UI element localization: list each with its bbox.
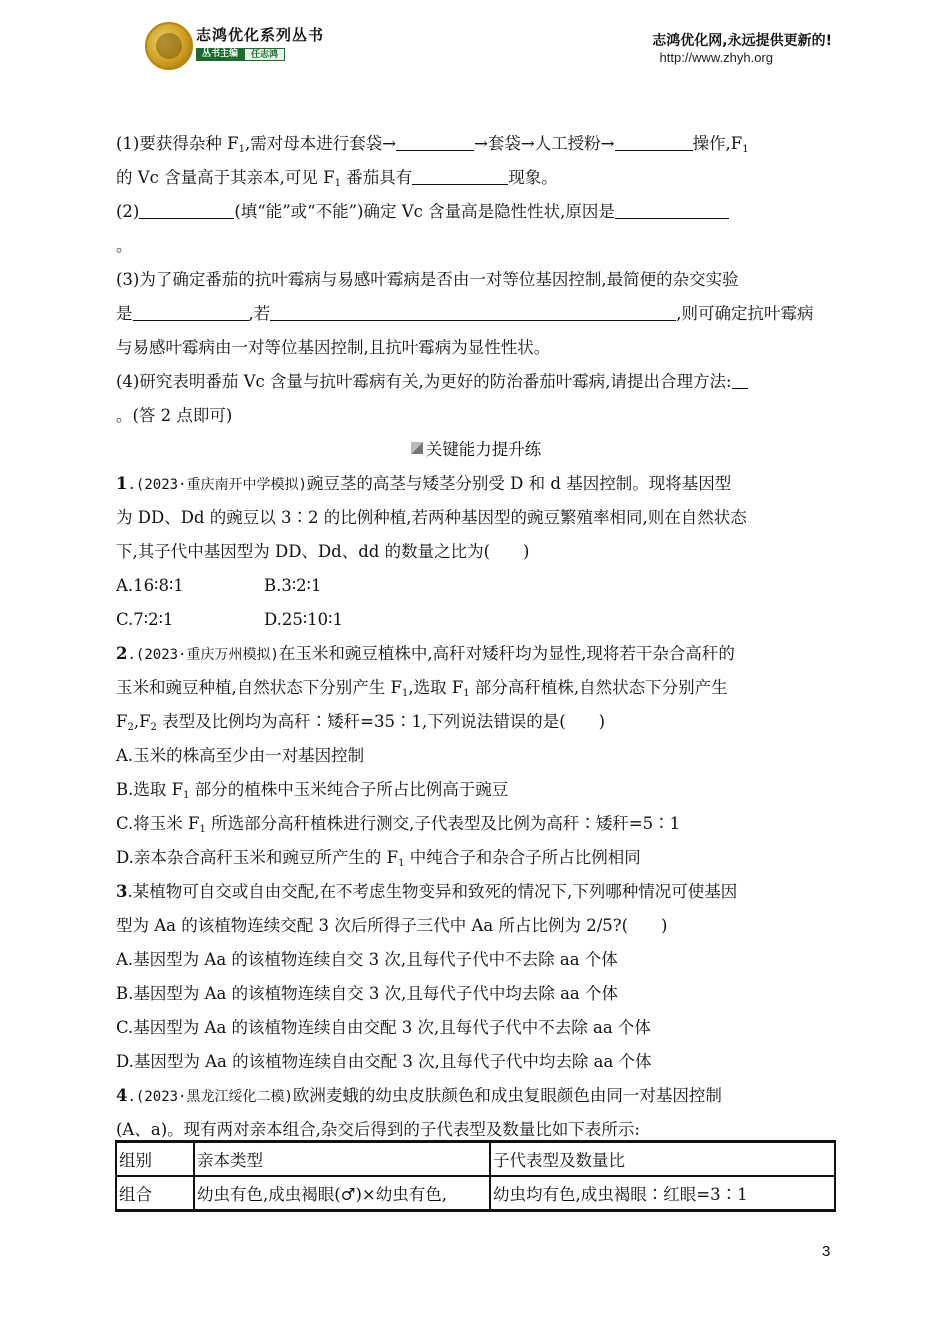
q4-line1: 4.(2023·黑龙江绥化二模)欧洲麦蛾的幼虫皮肤颜色和成虫复眼颜色由同一对基因控制	[116, 1086, 722, 1105]
answer-blank[interactable]	[270, 302, 676, 321]
q-prev-part3-line2: 是 ,若 ,则可确定抗叶霉病	[116, 304, 814, 323]
answer-blank[interactable]	[615, 200, 729, 219]
option-a[interactable]: A.基因型为 Aa 的该植物连续自交 3 次,且每代子代中不去除 aa 个体	[116, 950, 618, 969]
q3-line1: 3.某植物可自交或自由交配,在不考虑生物变异和致死的情况下,下列哪种情况可使基因	[116, 882, 738, 901]
question-number: 3	[116, 882, 128, 901]
answer-blank[interactable]	[412, 166, 508, 185]
q-prev-part4-line2: 。(答 2 点即可)	[116, 406, 233, 425]
header-url[interactable]: http://www.zhyh.org	[659, 50, 773, 65]
option-b[interactable]: B.选取 $F_1$ 部分的植株中玉米纯合子所占比例高于豌豆	[116, 780, 509, 801]
table-header-row	[116, 1142, 835, 1177]
page-number: 3	[822, 1243, 831, 1260]
question-number: 2	[116, 644, 128, 663]
page-header	[0, 0, 950, 80]
q1-options-ab	[116, 569, 836, 603]
option-b[interactable]: B.3∶2∶1	[264, 576, 322, 595]
header-slogan: 志鸿优化网,永远提供更新的!	[652, 33, 832, 49]
table-header-cell: 组别	[116, 1142, 194, 1177]
option-b[interactable]: B.基因型为 Aa 的该植物连续自交 3 次,且每代子代中均去除 aa 个体	[116, 984, 619, 1003]
q-prev-part1-line1: (1)要获得杂种 $F_1$,需对母本进行套袋→ →套袋→人工授粉→ 操作$,F_1$	[116, 134, 749, 155]
page-content	[116, 127, 836, 1147]
section-title: 关键能力提升练	[116, 433, 836, 467]
q-prev-part3-line1: (3)为了确定番茄的抗叶霉病与易感叶霉病是否由一对等位基因控制,最简便的杂交实验	[116, 270, 739, 289]
option-a[interactable]: A.玉米的株高至少由一对基因控制	[116, 746, 365, 765]
q3-line2: 型为 Aa 的该植物连续交配 3 次后所得子三代中 Aa 所占比例为 2/5?( )	[116, 916, 668, 935]
option-d[interactable]: D.25∶10∶1	[264, 610, 343, 629]
q2-line3: $F_2,F_2$ 表型及比例均为高秆∶矮秆=35∶1,下列说法错误的是( )	[116, 712, 606, 733]
publisher-logo-icon	[145, 22, 193, 70]
section-marker-icon	[411, 442, 423, 454]
option-d[interactable]: D.基因型为 Aa 的该植物连续自由交配 3 次,且每代子代中均去除 aa 个体	[116, 1052, 652, 1071]
q2-line2: 玉米和豌豆种植,自然状态下分别产生 $F_1$,选取 $F_1$ 部分高秆植株,自然状态下分别产生	[116, 678, 728, 699]
q1-options-cd	[116, 603, 836, 637]
table-header-cell: 亲本类型	[194, 1142, 490, 1177]
answer-blank[interactable]	[615, 132, 693, 151]
answer-blank[interactable]	[133, 302, 249, 321]
answer-blank[interactable]	[396, 132, 474, 151]
q1-line2: 为 DD、Dd 的豌豆以 3∶2 的比例种植,若两种基因型的豌豆繁殖率相同,则在自然状态	[116, 508, 747, 527]
q1-line3: 下,其子代中基因型为 DD、Dd、dd 的数量之比为( )	[116, 542, 530, 561]
table-cell: 幼虫有色,成虫褐眼(♂)×幼虫有色,	[194, 1176, 490, 1211]
q-prev-part1-line2: 的 Vc 含量高于其亲本,可见 $F_1$ 番茄具有 现象。	[116, 168, 558, 189]
q2-line1: 2.(2023·重庆万州模拟)在玉米和豌豆植株中,高秆对矮秆均为显性,现将若干杂合高秆的	[116, 644, 735, 663]
q-prev-part4-line1: (4)研究表明番茄 Vc 含量与抗叶霉病有关,为更好的防治番茄叶霉病,请提出合理方法:	[116, 365, 836, 399]
q1-line1: 1.(2023·重庆南开中学模拟)豌豆茎的高茎与矮茎分别受 D 和 d 基因控制。现将基因型	[116, 474, 732, 493]
option-c[interactable]: C.将玉米 $F_1$ 所选部分高秆植株进行测交,子代表型及比例为高秆∶矮秆=5∶1	[116, 814, 681, 835]
question-number: 4	[116, 1086, 128, 1105]
q-prev-part2-line2: 。	[116, 236, 133, 255]
editor-badge	[196, 48, 285, 61]
table-cell: 幼虫均有色,成虫褐眼∶红眼=3∶1	[490, 1176, 835, 1211]
option-a[interactable]: A.16∶8∶1	[116, 576, 184, 595]
answer-blank[interactable]	[139, 200, 234, 219]
question-number: 1	[116, 474, 128, 493]
q-prev-part3-line3: 与易感叶霉病由一对等位基因控制,且抗叶霉病为显性性状。	[116, 338, 551, 357]
cross-results-table	[115, 1140, 836, 1212]
editor-name: 任志鸿	[244, 48, 285, 61]
table-cell: 组合	[116, 1176, 194, 1211]
answer-blank[interactable]	[732, 370, 748, 389]
option-d[interactable]: D.亲本杂合高秆玉米和豌豆所产生的 $F_1$ 中纯合子和杂合子所占比例相同	[116, 848, 641, 869]
table-row	[116, 1176, 835, 1211]
q4-line2: (A、a)。现有两对亲本组合,杂交后得到的子代表型及数量比如下表所示:	[116, 1120, 640, 1139]
q-prev-part2-line1: (2) (填“能”或“不能”)确定 Vc 含量高是隐性性状,原因是	[116, 195, 836, 229]
editor-label: 丛书主编	[196, 48, 244, 61]
series-title: 志鸿优化系列丛书	[196, 26, 325, 44]
table-header-cell: 子代表型及数量比	[490, 1142, 835, 1177]
option-c[interactable]: C.7∶2∶1	[116, 610, 174, 629]
option-c[interactable]: C.基因型为 Aa 的该植物连续自由交配 3 次,且每代子代中不去除 aa 个体	[116, 1018, 651, 1037]
